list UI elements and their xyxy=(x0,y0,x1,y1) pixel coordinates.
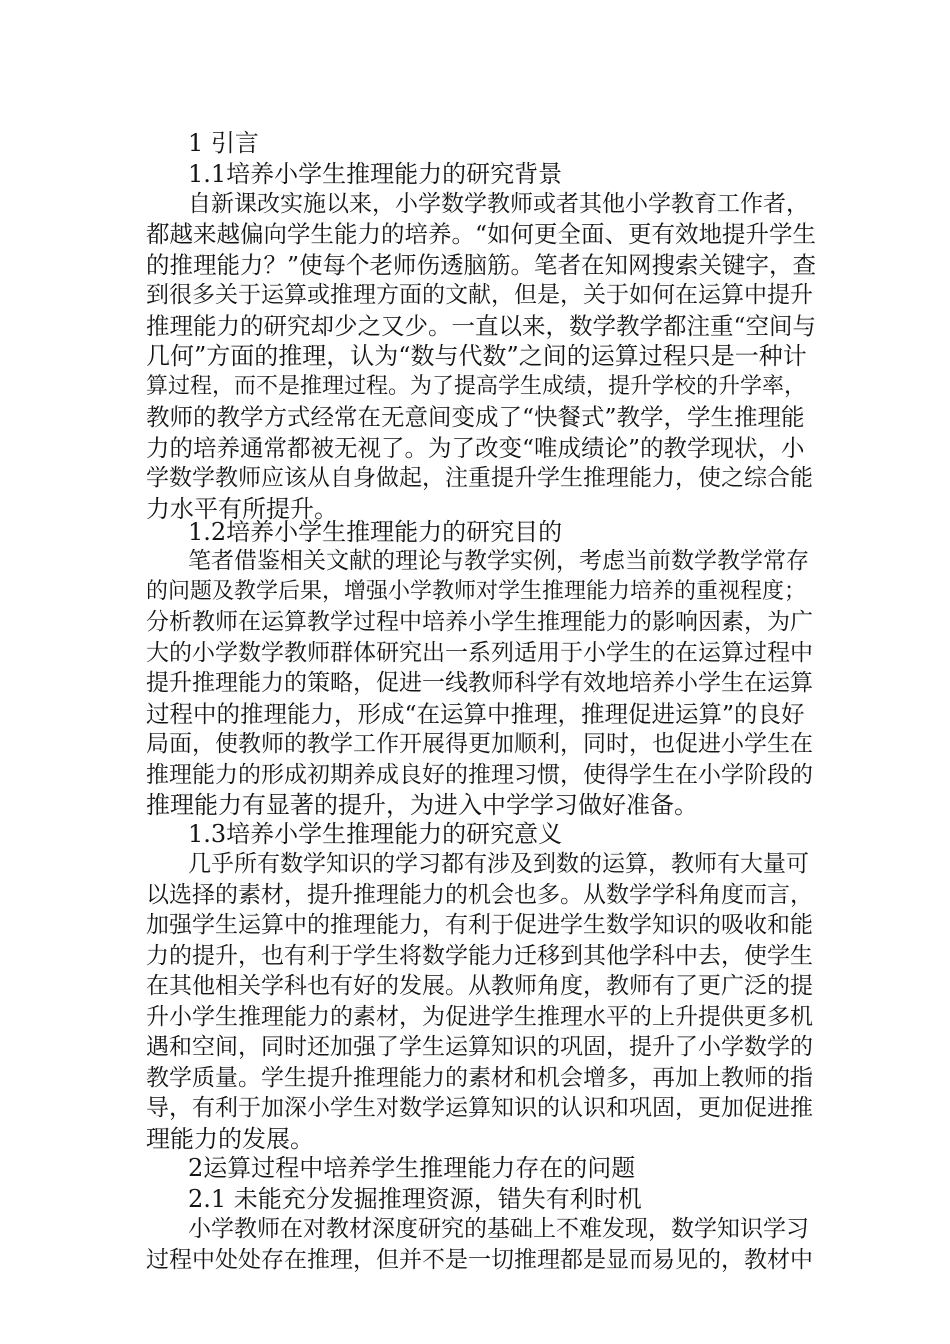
heading-1-introduction: 1 引言 xyxy=(188,129,259,157)
paragraph-line: 力的提升，也有利于学生将数学能力迁移到其他学科中去，使学生 xyxy=(146,943,813,969)
heading-1-1-background: 1.1培养小学生推理能力的研究背景 xyxy=(188,160,563,188)
paragraph-line: 几何”方面的推理，认为“数与代数”之间的运算过程只是一种计 xyxy=(146,342,807,370)
heading-2-1-resources: 2.1 未能充分发掘推理资源，错失有利时机 xyxy=(188,1185,642,1213)
paragraph-line: 教学质量。学生提升推理能力的素材和机会增多，再加上教师的指 xyxy=(146,1065,813,1091)
paragraph-line: 学数学教师应该从自身做起，注重提升学生推理能力，使之综合能 xyxy=(146,465,813,491)
paragraph-line: 遇和空间，同时还加强了学生运算知识的巩固，提升了小学数学的 xyxy=(146,1034,813,1060)
paragraph-line: 都越来越偏向学生能力的培养。“如何更全面、更有效地提升学生 xyxy=(146,220,817,248)
heading-1-2-purpose: 1.2培养小学生推理能力的研究目的 xyxy=(188,518,563,546)
paragraph-line: 以选择的素材，提升推理能力的机会也多。从数学学科角度而言， xyxy=(146,882,813,908)
paragraph-line: 在其他相关学科也有好的发展。从教师角度，教师有了更广泛的提 xyxy=(146,973,813,999)
paragraph-line: 笔者借鉴相关文献的理论与教学实例，考虑当前数学教学常存 xyxy=(188,548,809,574)
paragraph-line: 到很多关于运算或推理方面的文献，但是，关于如何在运算中提升 xyxy=(146,282,813,308)
paragraph-line: 推理能力有显著的提升，为进入中学学习做好准备。 xyxy=(146,791,698,819)
paragraph-line: 小学教师在对教材深度研究的基础上不难发现，数学知识学习 xyxy=(188,1216,809,1242)
paragraph-line: 教师的教学方式经常在无意间变成了“快餐式”教学，学生推理能 xyxy=(146,403,805,431)
paragraph-line: 自新课改实施以来，小学数学教师或者其他小学教育工作者， xyxy=(188,191,809,217)
paragraph-line: 几乎所有数学知识的学习都有涉及到数的运算，教师有大量可 xyxy=(188,851,809,877)
paragraph-line: 大的小学数学教师群体研究出一系列适用于小学生的在运算过程中 xyxy=(146,640,813,666)
paragraph-line: 过程中处处存在推理，但并不是一切推理都是显而易见的，教材中 xyxy=(146,1247,813,1273)
paragraph-line: 力的培养通常都被无视了。为了改变“唯成绩论”的教学现状，小 xyxy=(146,434,805,462)
heading-2-problems: 2运算过程中培养学生推理能力存在的问题 xyxy=(188,1154,636,1182)
paragraph-line: 理能力的发展。 xyxy=(146,1125,314,1153)
paragraph-line: 力水平有所提升。 xyxy=(146,495,338,523)
paragraph-line: 的问题及教学后果，增强小学教师对学生推理能力培养的重视程度； xyxy=(146,579,807,604)
paragraph-line: 局面，使教师的教学工作开展得更加顺利，同时，也促进小学生在 xyxy=(146,731,813,757)
paragraph-line: 分析教师在运算教学过程中培养小学生推理能力的影响因素，为广 xyxy=(146,609,813,635)
paragraph-line: 的推理能力？”使每个老师伤透脑筋。笔者在知网搜索关键字，查 xyxy=(146,251,817,279)
paragraph-line: 过程中的推理能力，形成“在运算中推理，推理促进运算”的良好 xyxy=(146,700,805,728)
heading-1-3-significance: 1.3培养小学生推理能力的研究意义 xyxy=(188,820,563,848)
paragraph-line: 导，有利于加深小学生对数学运算知识的认识和巩固，更加促进推 xyxy=(146,1095,813,1121)
paragraph-line: 算过程，而不是推理过程。为了提高学生成绩，提升学校的升学率， xyxy=(146,374,807,399)
paragraph-line: 推理能力的形成初期养成良好的推理习惯，使得学生在小学阶段的 xyxy=(146,762,813,788)
paragraph-line: 提升推理能力的策略，促进一线教师科学有效地培养小学生在运算 xyxy=(146,670,813,696)
paragraph-line: 推理能力的研究却少之又少。一直以来，数学教学都注重“空间与 xyxy=(146,312,817,340)
paragraph-line: 加强学生运算中的推理能力，有利于促进学生数学知识的吸收和能 xyxy=(146,912,813,938)
paragraph-line: 升小学生推理能力的素材，为促进学生推理水平的上升提供更多机 xyxy=(146,1004,813,1030)
